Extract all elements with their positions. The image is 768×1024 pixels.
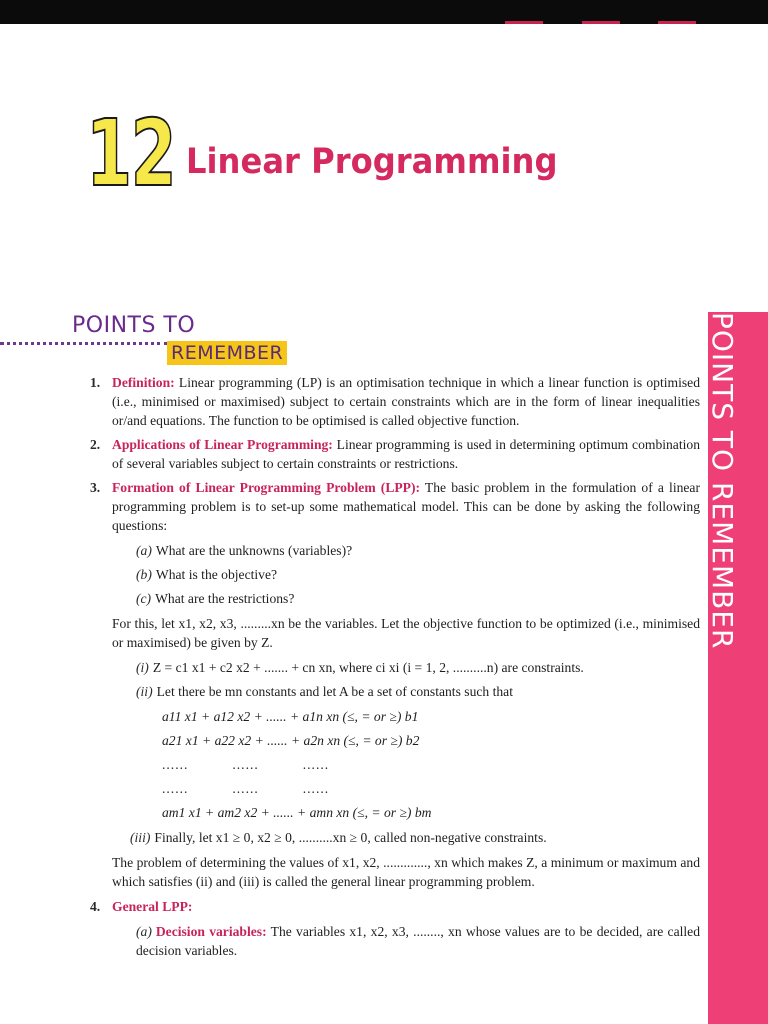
list-item-general-lpp xyxy=(90,897,700,960)
step-iii xyxy=(112,828,700,847)
question-c xyxy=(112,589,700,608)
constraint-row-1: a11 x1 + a12 x2 + ...... + a1n xn (≤, = or ≥) b1 xyxy=(162,709,419,724)
step-i xyxy=(112,658,700,677)
top-mark-2 xyxy=(582,21,620,24)
general-a xyxy=(112,922,700,960)
question-text: What are the restrictions? xyxy=(155,591,295,606)
item-number: 1. xyxy=(90,375,101,390)
question-label: (b) xyxy=(136,567,152,582)
para-problem: The problem of determining the values of x1, x2, ............., xn which makes Z, a minimum or maximum and which satisfies (ii) and (iii) is called the general linear programming problem. xyxy=(112,855,700,889)
chapter-number: 12 xyxy=(86,100,176,207)
chapter-title: Linear Programming xyxy=(186,142,558,182)
item-heading: General LPP: xyxy=(112,899,193,914)
step-label: (iii) xyxy=(130,830,151,845)
item-heading: Applications of Linear Programming: xyxy=(112,437,333,452)
top-mark-3 xyxy=(658,21,696,24)
constraint-row-m: am1 x1 + am2 x2 + ...... + amn xn (≤, = or ≥) bm xyxy=(162,805,432,820)
general-a-text: The variables x1, x2, x3, ........, xn whose values are to be decided, are called decision variables. xyxy=(136,924,700,958)
item-text: Linear programming (LP) is an optimisation technique in which a linear function is optimised (i.e., minimised or maximised) subject to certain constraints which are in the form of linear inequalities or/and equations. The function to be optimised is called objective function. xyxy=(112,375,700,428)
list-item-applications xyxy=(90,435,700,473)
constraint-dots-1: ...... ...... ...... xyxy=(162,757,330,772)
constraint-row-2: a21 x1 + a22 x2 + ...... + a2n xn (≤, = or ≥) b2 xyxy=(162,733,420,748)
list-item-definition xyxy=(90,373,700,430)
question-a xyxy=(112,541,700,560)
dotted-divider xyxy=(0,342,168,345)
step-text: Finally, let x1 ≥ 0, x2 ≥ 0, ..........xn ≥ 0, called non-negative constraints. xyxy=(154,830,547,845)
question-label: (a) xyxy=(136,543,152,558)
item-number: 4. xyxy=(90,899,101,914)
general-a-label: (a) xyxy=(136,924,152,939)
question-text: What is the objective? xyxy=(155,567,278,582)
item-heading: Formation of Linear Programming Problem (LPP): xyxy=(112,480,421,495)
step-label: (ii) xyxy=(136,684,153,699)
step-label: (i) xyxy=(136,660,149,675)
item-number: 2. xyxy=(90,437,101,452)
top-bar xyxy=(0,0,768,24)
item-heading: Definition: xyxy=(112,375,175,390)
para-for-this: For this, let x1, x2, x3, .........xn be the variables. Let the objective function to be optimized (i.e., minimised or maximised) be given by Z. xyxy=(112,616,700,650)
top-mark-1 xyxy=(505,21,543,24)
question-label: (c) xyxy=(136,591,152,606)
general-a-heading: Decision variables: xyxy=(155,924,267,939)
item-number: 3. xyxy=(90,480,101,495)
constraint-dots-2: ...... ...... ...... xyxy=(162,781,330,796)
question-text: What are the unknowns (variables)? xyxy=(155,543,353,558)
step-ii xyxy=(112,682,700,701)
content xyxy=(90,373,700,960)
badge-line-1: POINTS TO xyxy=(72,313,196,338)
item-text: The basic problem in the formulation of a linear programming problem is to set-up some mathematical model. This can be done by asking the following questions: xyxy=(112,480,700,533)
step-text: Z = c1 x1 + c2 x2 + ....... + cn xn, where ci xi (i = 1, 2, ..........n) are constraints. xyxy=(152,660,584,675)
question-b xyxy=(112,565,700,584)
step-text: Let there be mn constants and let A be a set of constants such that xyxy=(156,684,513,699)
item-text: Linear programming is used in determining optimum combination of several variables subject to certain constraints or restrictions. xyxy=(112,437,700,471)
badge-line-2: REMEMBER xyxy=(167,341,287,365)
list-item-formation xyxy=(90,478,700,891)
side-band-text: POINTS TO REMEMBER xyxy=(706,312,739,650)
